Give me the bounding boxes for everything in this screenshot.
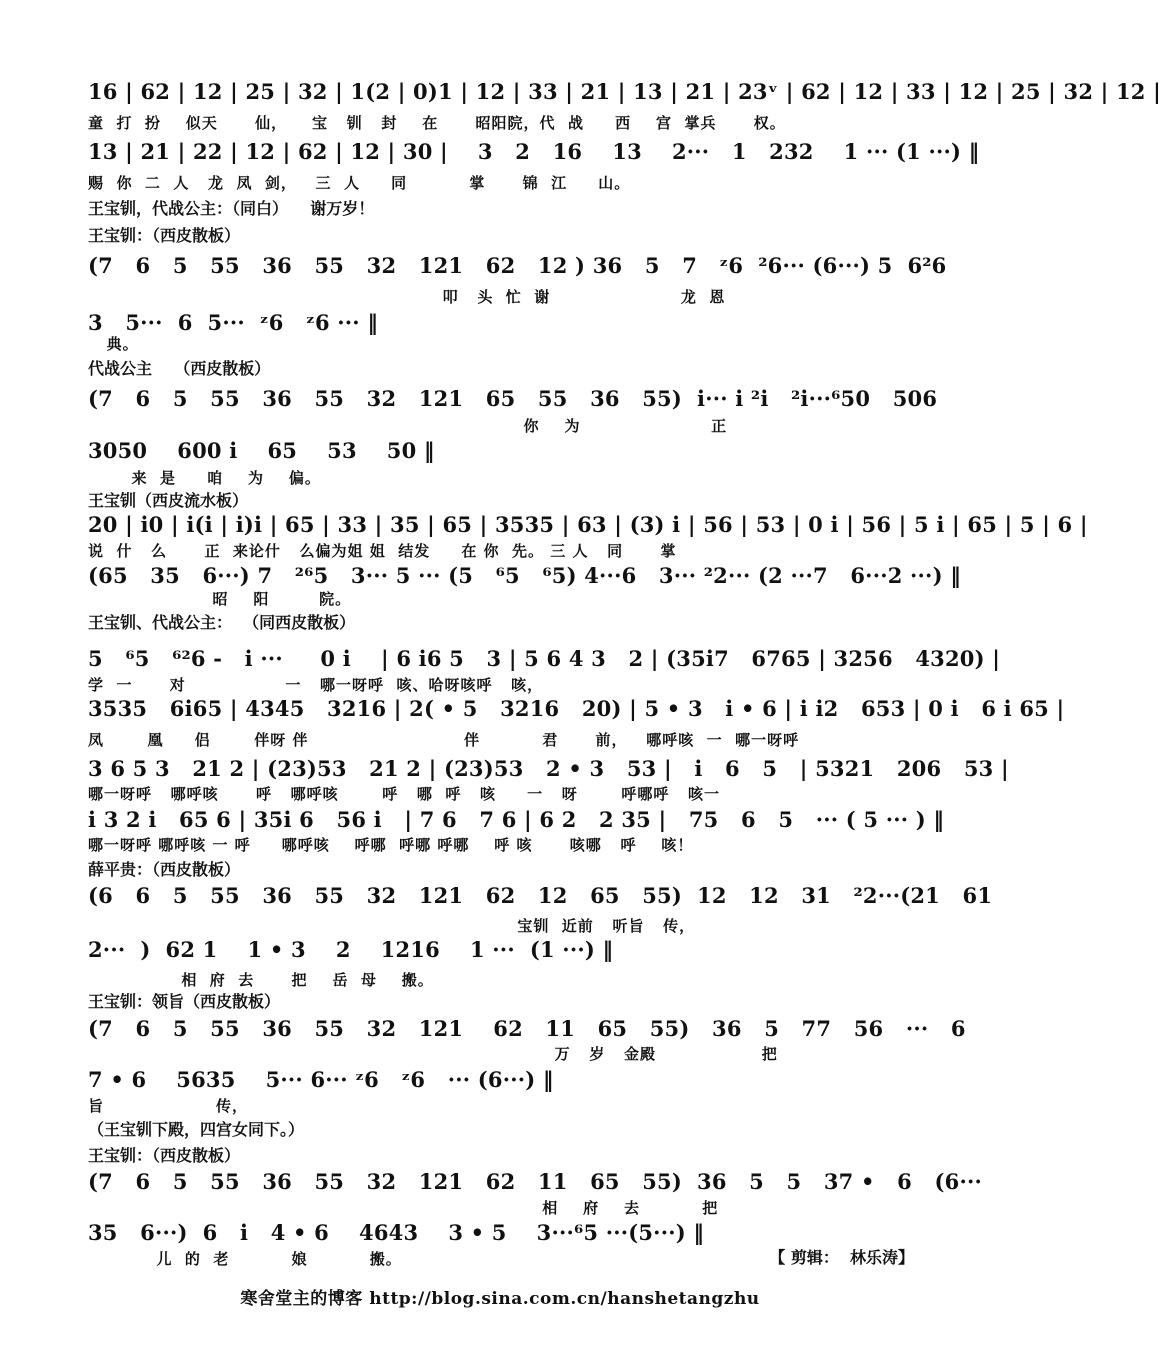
lyrics-line: 相 府 去 把 岳 母 搬。 [88, 971, 434, 989]
notation-line: i 3 2 i 65 6 | 35i 6 56 i | 7 6 7 6 | 6 2 2 35 | 75 6 5 ··· ( 5 ··· ) ‖ [88, 807, 945, 832]
notation-line: 7 • 6 5635 5··· 6··· ᶻ6 ᶻ6 ··· (6···) ‖ [88, 1067, 554, 1092]
lyrics-line: 赐 你 二 人 龙 凤 剑， 三 人 同 掌 锦 江 山。 [88, 174, 631, 192]
lyrics-line: 典。 [88, 335, 139, 353]
lyrics-line: 童 打 扮 似天 仙， 宝 钏 封 在 昭阳院，代 战 西 宫 掌兵 权。 [88, 114, 786, 132]
role-heading: 王宝钏：（西皮散板） [88, 226, 241, 245]
role-heading: 王宝钏，代战公主：（同白） 谢万岁！ [88, 199, 375, 218]
lyrics-line: 昭 阳 院。 [88, 590, 352, 608]
notation-line: 3 6 5 3 21 2 | (23)53 21 2 | (23)53 2 • 3 53 | i 6 5 | 5321 206 53 | [88, 756, 1009, 781]
lyrics-line: 来 是 咱 为 偏。 [88, 469, 321, 487]
notation-line: (6 6 5 55 36 55 32 121 62 12 65 55) 12 12 31 ²2···(21 61 [88, 883, 993, 908]
notation-line: (7 6 5 55 36 55 32 121 65 55 36 55) i··· i ²i ²i···⁶50 506 [88, 386, 938, 411]
lyrics-line: 凤 凰 侣 伴呀 伴 伴 君 前， 哪呼咳 一 哪一呀呼 [88, 731, 800, 749]
notation-line: (7 6 5 55 36 55 32 121 62 11 65 55) 36 5 5 37 • 6 (6··· [88, 1169, 982, 1194]
notation-line: 5 ⁶5 ⁶²6 - i ··· 0 i | 6 i6 5 3 | 5 6 4 3 2 | (35i7 6765 | 3256 4320) | [88, 646, 1001, 671]
role-heading: 代战公主 （西皮散板） [88, 359, 271, 378]
role-heading: 王宝钏：领旨（西皮散板） [88, 992, 281, 1011]
lyrics-line: 学 一 对 一 哪一呀呼 咳、哈呀咳呼 咳， [88, 676, 544, 694]
notation-line: 20 | i0 | i(i | i)i | 65 | 33 | 35 | 65 | 3535 | 63 | (3) i | 56 | 53 | 0 i | 56 | 5 i | 65 | 5 | 6 | [88, 512, 1088, 537]
lyrics-line: 儿 的 老 娘 搬。 [88, 1250, 402, 1268]
notation-line: 3535 6i65 | 4345 3216 | 2( • 5 3216 20) | 5 • 3 i • 6 | i i2 653 | 0 i 6 i 65 | [88, 696, 1065, 721]
lyrics-line: 宝钏 近前 听旨 传， [88, 917, 696, 935]
notation-line: (7 6 5 55 36 55 32 121 62 11 65 55) 36 5 77 56 ··· 6 [88, 1016, 966, 1041]
lyrics-line: 相 府 去 把 [88, 1199, 719, 1217]
role-heading: （王宝钏下殿，四宫女同下。） [88, 1120, 305, 1139]
lyrics-line: 万 岁 金殿 把 [88, 1045, 778, 1063]
editor-credit: 【 剪辑： 林乐涛】 [769, 1248, 914, 1267]
notation-line: (7 6 5 55 36 55 32 121 62 12 ) 36 5 7 ᶻ6 ²6··· (6···) 5 6²6 [88, 253, 947, 278]
lyrics-line: 叩 头 忙 谢 龙 恩 [88, 288, 726, 306]
role-heading: 王宝钏（西皮流水板） [88, 491, 249, 510]
notation-line: 3050 600 i 65 53 50 ‖ [88, 438, 435, 463]
role-heading: 王宝钏：（西皮散板） [88, 1146, 241, 1165]
role-heading: 王宝钏、代战公主： （同西皮散板） [88, 613, 356, 632]
notation-line: (65 35 6···) 7 ²⁶5 3··· 5 ··· (5 ⁶5 ⁶5) 4···6 3··· ²2··· (2 ···7 6···2 ···) ‖ [88, 563, 961, 588]
role-heading: 薛平贵：（西皮散板） [88, 860, 241, 879]
lyrics-line: 哪一呀呼 哪呼咳 一 呼 哪呼咳 呼哪 呼哪 呼哪 呼 咳 咳哪 呼 咳！ [88, 836, 694, 854]
lyrics-line: 哪一呀呼 哪呼咳 呼 哪呼咳 呼 哪 呼 咳 一 呀 呼哪呼 咳一 [88, 785, 720, 803]
notation-line: 16 | 62 | 12 | 25 | 32 | 1(2 | 0)1 | 12 | 33 | 21 | 13 | 21 | 23ᵛ | 62 | 12 | 33 | 12 | 25 | 32 | 12 | [88, 79, 1161, 104]
blog-footer: 寒舍堂主的博客 http://blog.sina.com.cn/hanshetangzhu [240, 1289, 760, 1309]
lyrics-line: 说 什 么 正 来论什 么偏为姐 姐 结发 在 你 先。 三 人 同 掌 [88, 542, 677, 560]
notation-line: 35 6···) 6 i 4 • 6 4643 3 • 5 3···⁶5 ···(5···) ‖ [88, 1220, 705, 1245]
lyrics-line: 你 为 正 [88, 417, 728, 435]
notation-line: 3 5··· 6 5··· ᶻ6 ᶻ6 ··· ‖ [88, 310, 379, 335]
notation-line: 2··· ) 62 1 1 • 3 2 1216 1 ··· (1 ···) ‖ [88, 937, 614, 962]
notation-line: 13 | 21 | 22 | 12 | 62 | 12 | 30 | 3 2 16 13 2··· 1 232 1 ··· (1 ···) ‖ [88, 139, 980, 164]
lyrics-line: 旨 传， [88, 1097, 248, 1115]
